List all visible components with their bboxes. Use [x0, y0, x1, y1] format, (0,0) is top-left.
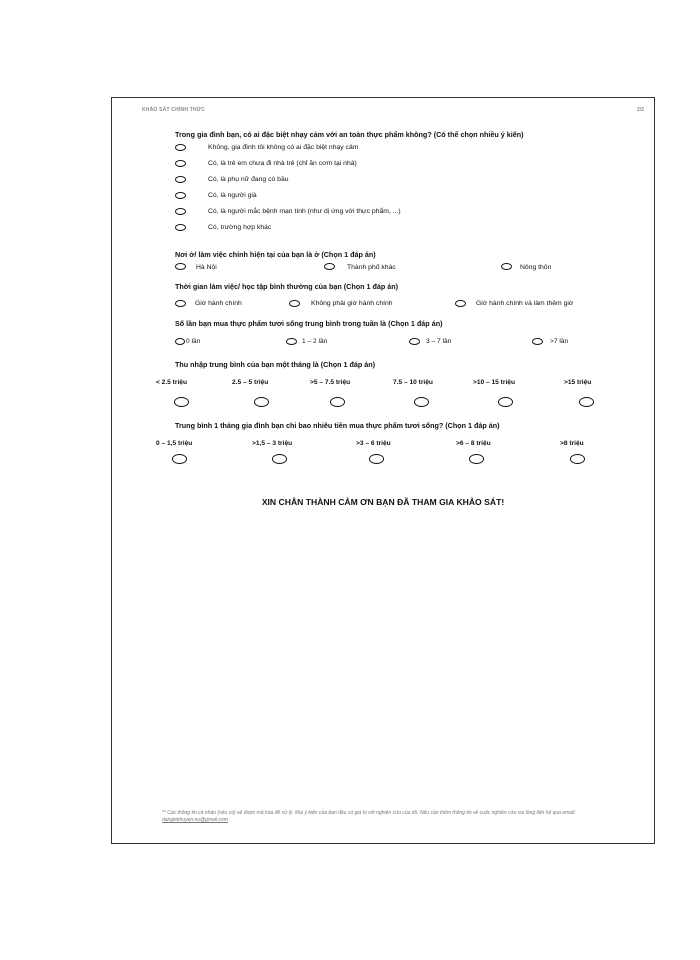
thank-you-message: XIN CHÂN THÀNH CẢM ƠN BẠN ĐÃ THAM GIA KHẢO SÁT! [261, 497, 505, 507]
q4-option-3: 3 – 7 lần [426, 338, 452, 345]
q5-option-4: 7.5 – 10 triệu [393, 379, 433, 386]
q1-radio-1[interactable] [175, 144, 186, 151]
q1-option-2: Có, là trẻ em chưa đi nhà trẻ (chỉ ăn cơm tại nhà) [208, 160, 357, 167]
q5-radio-2[interactable] [254, 397, 269, 407]
q6-radio-3[interactable] [369, 454, 384, 464]
q1-radio-6[interactable] [175, 224, 186, 231]
q6-radio-4[interactable] [469, 454, 484, 464]
q1-option-5: Có, là người mắc bệnh mạn tính (như dị ứng với thực phẩm, ...) [208, 208, 401, 215]
q2-radio-3[interactable] [501, 263, 512, 270]
q4-radio-1[interactable] [175, 338, 185, 345]
q6-option-2: >1,5 – 3 triệu [252, 440, 293, 447]
q1-option-3: Có, là phụ nữ đang có bầu [208, 176, 289, 183]
q2-option-3: Nông thôn [520, 264, 552, 271]
q4-radio-2[interactable] [286, 338, 297, 345]
q3-radio-3[interactable] [455, 300, 466, 307]
q2-radio-1[interactable] [175, 263, 186, 270]
q3-option-2: Không phải giờ hành chính [311, 300, 393, 307]
q2-option-2: Thành phố khác [347, 264, 396, 271]
q6-option-5: >8 triệu [560, 440, 584, 447]
q1-option-6: Có, trường hợp khác [208, 224, 272, 231]
q3-option-1: Giờ hành chính [195, 300, 242, 307]
q5-radio-1[interactable] [174, 397, 189, 407]
q5-option-3: >5 – 7.5 triệu [310, 379, 351, 386]
q3-option-3: Giờ hành chính và làm thêm giờ [476, 300, 574, 307]
page-number: 2/2 [637, 107, 644, 113]
q1-option-4: Có, là người già [208, 192, 257, 199]
q5-title: Thu nhập trung bình của bạn một tháng là (Chọn 1 đáp án) [175, 360, 376, 369]
q1-radio-3[interactable] [175, 176, 186, 183]
q2-title: Nơi ở/ làm việc chính hiện tại của bạn là ở (Chọn 1 đáp án) [175, 250, 376, 259]
q4-option-4: >7 lần [550, 338, 569, 345]
q5-radio-6[interactable] [579, 397, 594, 407]
q5-radio-4[interactable] [414, 397, 429, 407]
q1-option-1: Không, gia đình tôi không có ai đặc biệt nhạy cảm [208, 144, 359, 151]
q1-title: Trong gia đình bạn, có ai đặc biệt nhạy cảm với an toàn thực phẩm không? (Có thể chọn nhiều ý kiến) [175, 130, 524, 139]
q2-radio-2[interactable] [324, 263, 335, 270]
q3-radio-2[interactable] [289, 300, 300, 307]
q1-radio-5[interactable] [175, 208, 186, 215]
contact-email-link[interactable]: danglekhuyen.nu@gmail.com [162, 817, 228, 823]
q4-option-2: 1 – 2 lần [302, 338, 328, 345]
q6-option-3: >3 – 6 triệu [356, 440, 391, 447]
footer-text: ** Các thông tin cá nhân (nếu có) sẽ được mã hóa để xử lý. Mọi ý kiến của bạn đều có giá trị với nghiên cứu của tôi. Nếu cần thêm thông tin về cuộc nghiên cứu vui lòng liên hệ qua email: [162, 810, 576, 816]
q4-radio-4[interactable] [532, 338, 543, 345]
q4-title: Số lần bạn mua thực phẩm tươi sống trung bình trong tuần là (Chọn 1 đáp án) [175, 319, 443, 328]
q6-radio-1[interactable] [172, 454, 187, 464]
q4-option-1: 0 lần [186, 338, 201, 345]
q6-title: Trung bình 1 tháng gia đình bạn chi bao nhiêu tiền mua thực phẩm tươi sống? (Chọn 1 đáp án) [175, 421, 500, 430]
q1-radio-2[interactable] [175, 160, 186, 167]
page-header-title: KHẢO SÁT CHÍNH THỨC [142, 107, 205, 113]
q5-radio-3[interactable] [330, 397, 345, 407]
q3-title: Thời gian làm việc/ học tập bình thường của bạn (Chọn 1 đáp án) [175, 282, 399, 291]
q4-radio-3[interactable] [409, 338, 420, 345]
footer-note [162, 810, 622, 824]
q6-option-1: 0 – 1,5 triệu [156, 440, 193, 447]
q5-option-6: >15 triệu [564, 379, 592, 386]
survey-page [111, 97, 655, 844]
q5-option-2: 2.5 – 5 triệu [232, 379, 269, 386]
q6-radio-5[interactable] [570, 454, 585, 464]
q2-option-1: Hà Nội [196, 264, 217, 271]
q1-radio-4[interactable] [175, 192, 186, 199]
q5-radio-5[interactable] [498, 397, 513, 407]
q5-option-1: < 2.5 triệu [156, 379, 187, 386]
q5-option-5: >10 – 15 triệu [473, 379, 515, 386]
q6-radio-2[interactable] [272, 454, 287, 464]
q6-option-4: >6 – 8 triệu [456, 440, 491, 447]
q3-radio-1[interactable] [175, 300, 186, 307]
